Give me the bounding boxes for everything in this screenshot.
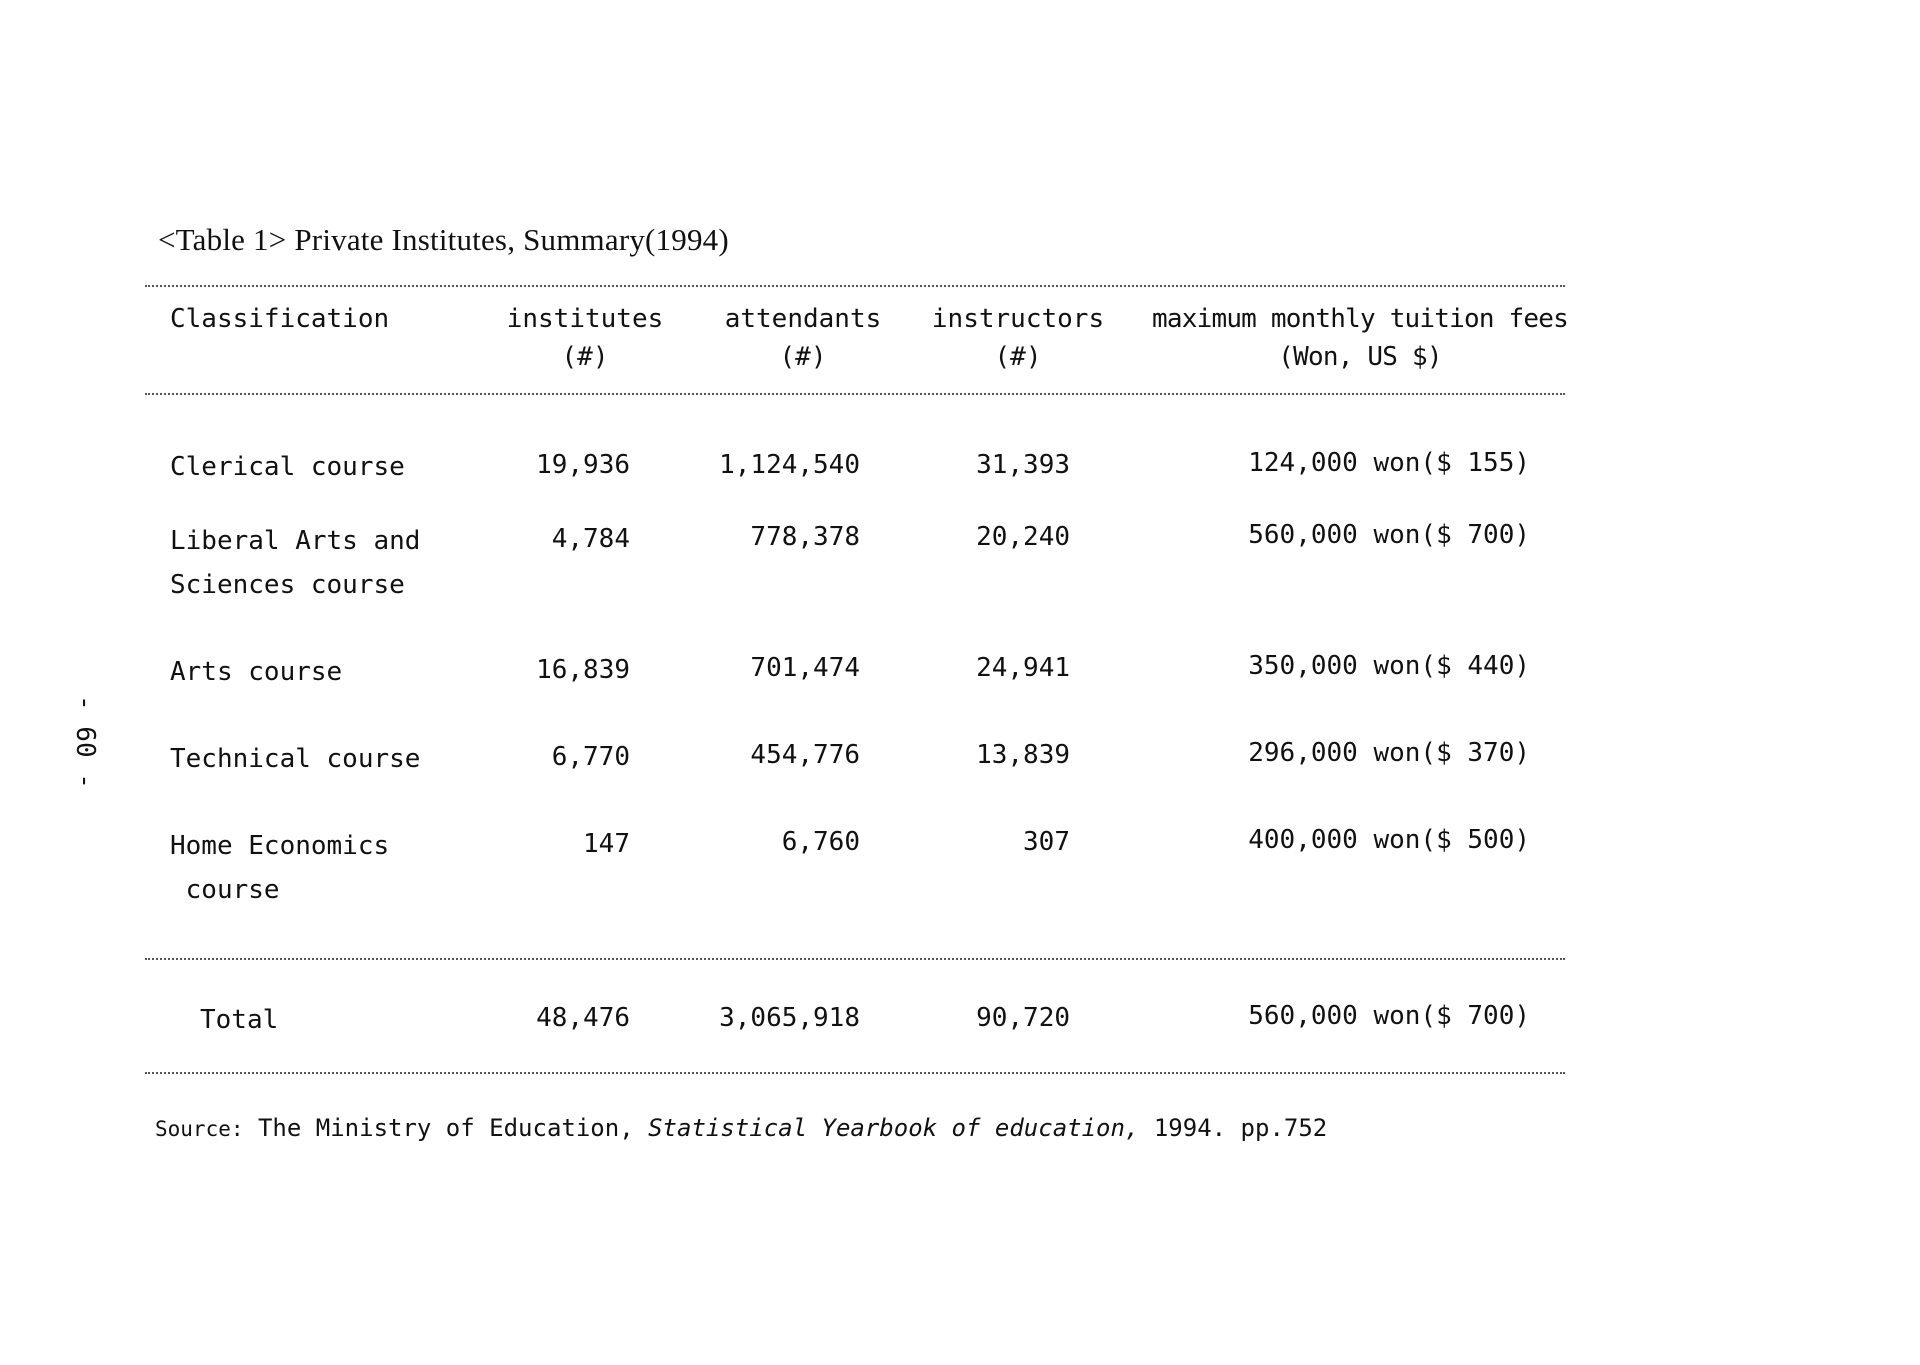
row-1-instructors: 31,393	[976, 450, 1070, 480]
header-instructors	[928, 300, 1108, 376]
source-note	[155, 1114, 1327, 1142]
row-2-attendants: 778,378	[750, 522, 860, 552]
total-rule	[145, 958, 1565, 960]
row-5-instructors: 307	[1023, 827, 1070, 857]
row-5-institutes: 147	[583, 829, 630, 859]
row-5-classification-line-2: course	[170, 875, 280, 905]
header-rule	[145, 393, 1565, 395]
source-details: 1994. pp.752	[1153, 1114, 1328, 1142]
row-3-attendants: 701,474	[750, 653, 860, 683]
row-5-attendants: 6,760	[781, 827, 860, 857]
row-2-classification-line-1: Liberal Arts and	[170, 526, 421, 556]
source-title: Statistical Yearbook of education,	[648, 1114, 1140, 1142]
header-classification	[170, 300, 389, 338]
header-classification-line: Classification	[170, 304, 390, 334]
top-rule	[145, 285, 1565, 287]
header-fees-line-1: maximum monthly tuition fees	[1152, 304, 1568, 334]
row-4-attendants: 454,776	[750, 740, 860, 770]
row-2-institutes: 4,784	[551, 524, 630, 554]
header-attendants-line-2: (#)	[779, 342, 827, 372]
header-attendants	[718, 300, 888, 376]
row-1-classification-line-1: Clerical course	[170, 452, 405, 482]
header-institutes-line-2: (#)	[561, 342, 609, 372]
row-5-classification-line-1: Home Economics	[170, 831, 390, 861]
header-institutes	[505, 300, 665, 376]
header-institutes-line-1: institutes	[506, 304, 664, 334]
row-1-classification	[170, 445, 405, 489]
header-instructors-line-2: (#)	[994, 342, 1042, 372]
source-label: Source:	[155, 1117, 244, 1141]
total-instructors: 90,720	[976, 1003, 1070, 1033]
row-3-institutes: 16,839	[536, 655, 630, 685]
row-3-instructors: 24,941	[976, 653, 1070, 683]
row-2-instructors: 20,240	[976, 522, 1070, 552]
bottom-rule	[145, 1072, 1565, 1074]
row-4-fees: 296,000 won($ 370)	[1248, 738, 1530, 768]
header-fees-line-2: (Won, US $)	[1278, 342, 1442, 372]
row-4-instructors: 13,839	[976, 740, 1070, 770]
row-3-fees: 350,000 won($ 440)	[1248, 651, 1530, 681]
row-1-attendants: 1,124,540	[719, 450, 860, 480]
row-2-fees: 560,000 won($ 700)	[1248, 520, 1530, 550]
row-2-classification	[170, 519, 420, 607]
total-attendants: 3,065,918	[719, 1003, 860, 1033]
source-publisher: The Ministry of Education,	[257, 1114, 634, 1142]
row-1-institutes: 19,936	[536, 450, 630, 480]
row-5-fees: 400,000 won($ 500)	[1248, 825, 1530, 855]
total-institutes: 48,476	[536, 1003, 630, 1033]
header-fees	[1150, 300, 1570, 376]
page-number: - 60 -	[70, 695, 100, 789]
row-4-classification-line-1: Technical course	[170, 744, 421, 774]
header-attendants-line-1: attendants	[724, 304, 882, 334]
row-3-classification	[170, 650, 342, 694]
row-2-classification-line-2: Sciences course	[170, 570, 405, 600]
row-3-classification-line-1: Arts course	[170, 657, 343, 687]
row-1-fees: 124,000 won($ 155)	[1248, 448, 1530, 478]
row-4-classification	[170, 737, 420, 781]
total-fees: 560,000 won($ 700)	[1248, 1001, 1530, 1031]
total-label: Total	[200, 1005, 279, 1035]
row-4-institutes: 6,770	[551, 742, 630, 772]
header-instructors-line-1: instructors	[931, 304, 1105, 334]
table-title: <Table 1> Private Institutes, Summary(1994)	[158, 222, 729, 257]
row-5-classification	[170, 824, 389, 912]
